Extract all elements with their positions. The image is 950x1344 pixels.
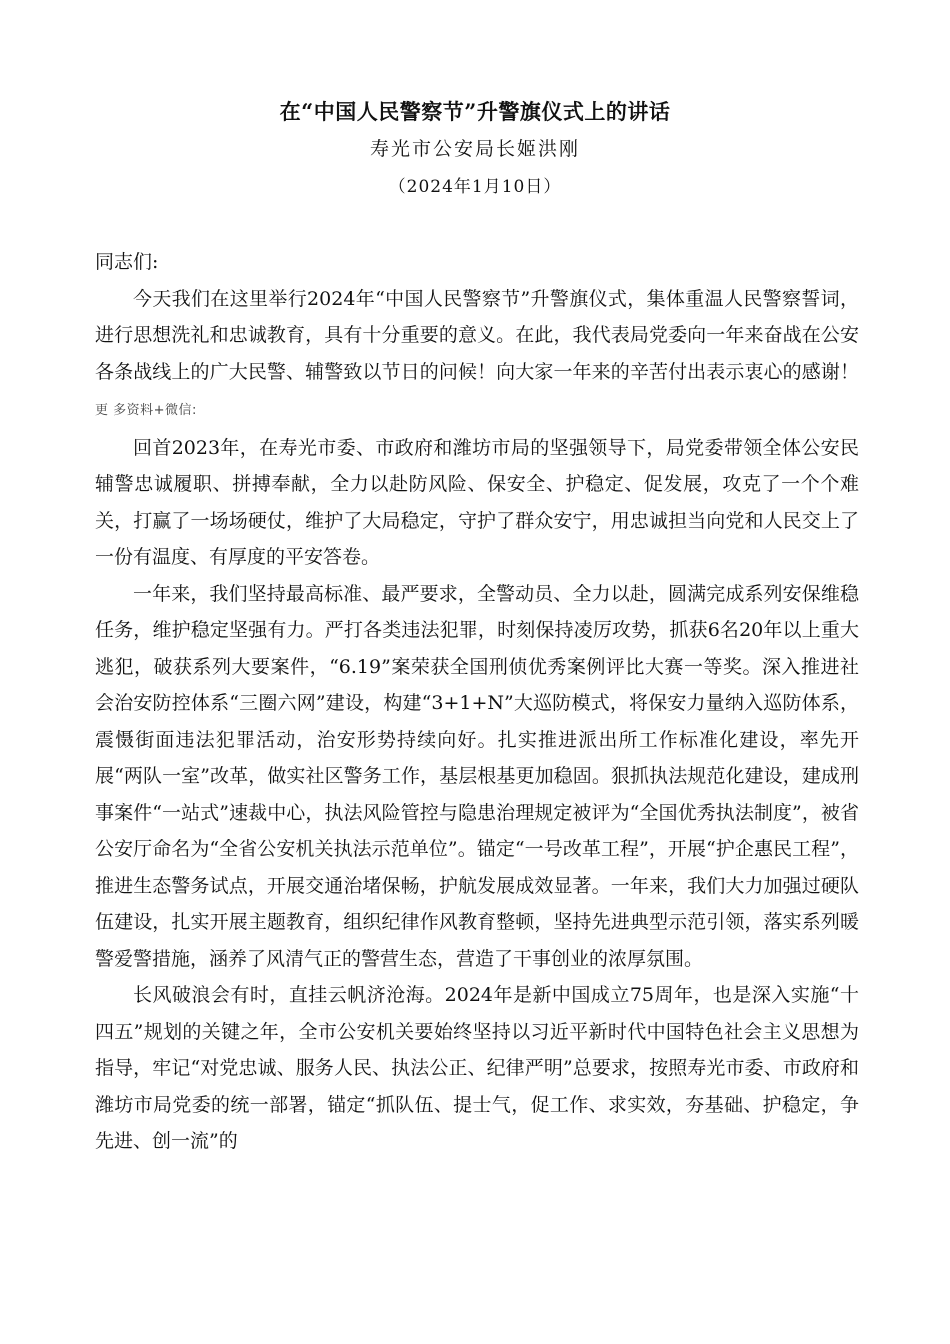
salutation: 同志们: [95,251,159,273]
inline-note: 更 多资料+微信: [95,403,197,418]
document-body [95,244,859,1160]
document-author: 寿光市公安局长姬洪刚 [369,138,580,160]
paragraph-3: 一年来，我们坚持最高标准、最严要求，全警动员、全力以赴，圆满完成系列安保维稳任务，维护稳定坚强有力。严打各类违法犯罪，时刻保持凌厉攻势，抓获6名20年以上重大逃犯，破获系列大要案件，“6.19”案荣获全国刑侦优秀案例评比大赛一等奖。深入推进社会治安防控体系“三圈六网”建设，构建“3+1+N”大巡防模式，将保安力量纳入巡防体系，震慑街面违法犯罪活动，治安形势持续向好。扎实推进派出所工作标准化建设，率先开展“两队一室”改革，做实社区警务工作，基层根基更加稳固。狠抓执法规范化建设，建成刑事案件“一站式”速裁中心，执法风险管控与隐患治理规定被评为“全国优秀执法制度”，被省公安厅命名为“全省公安机关执法示范单位”。锚定“一号改革工程”，开展“护企惠民工程”，推进生态警务试点，开展交通治堵保畅，护航发展成效显著。一年来，我们大力加强过硬队伍建设，扎实开展主题教育，组织纪律作风教育整顿，坚持先进典型示范引领，落实系列暖警爱警措施，涵养了风清气正的警营生态，营造了干事创业的浓厚氛围。 [95,582,859,970]
paragraph-4: 长风破浪会有时，直挂云帆济沧海。2024年是新中国成立75周年，也是深入实施“十四五”规划的关键之年，全市公安机关要始终坚持以习近平新时代中国特色社会主义思想为指导，牢记“对党忠诚、服务人民、执法公正、纪律严明”总要求，按照寿光市委、市政府和潍坊市局党委的统一部署，锚定“抓队伍、提士气，促工作、求实效，夯基础、护稳定，争先进、创一流”的 [95,984,859,1152]
paragraph-1 [95,281,859,430]
document-title: 在“中国人民警察节”升警旗仪式上的讲话 [279,99,671,124]
paragraph-2: 回首2023年，在寿光市委、市政府和潍坊市局的坚强领导下，局党委带领全体公安民辅警忠诚履职、拼搏奉献，全力以赴防风险、保安全、护稳定、促发展，攻克了一个个难关，打赢了一场场硬仗，维护了大局稳定，守护了群众安宁，用忠诚担当向党和人民交上了一份有温度、有厚度的平安答卷。 [95,436,859,568]
document-date: （2024年1月10日） [388,177,562,197]
paragraph-1-text: 今天我们在这里举行2024年“中国人民警察节”升警旗仪式，集体重温人民警察誓词，进行思想洗礼和忠诚教育，具有十分重要的意义。在此，我代表局党委向一年来奋战在公安各条战线上的广大民警、辅警致以节日的问候！向大家一年来的辛苦付出表示衷心的感谢！ [95,287,859,383]
